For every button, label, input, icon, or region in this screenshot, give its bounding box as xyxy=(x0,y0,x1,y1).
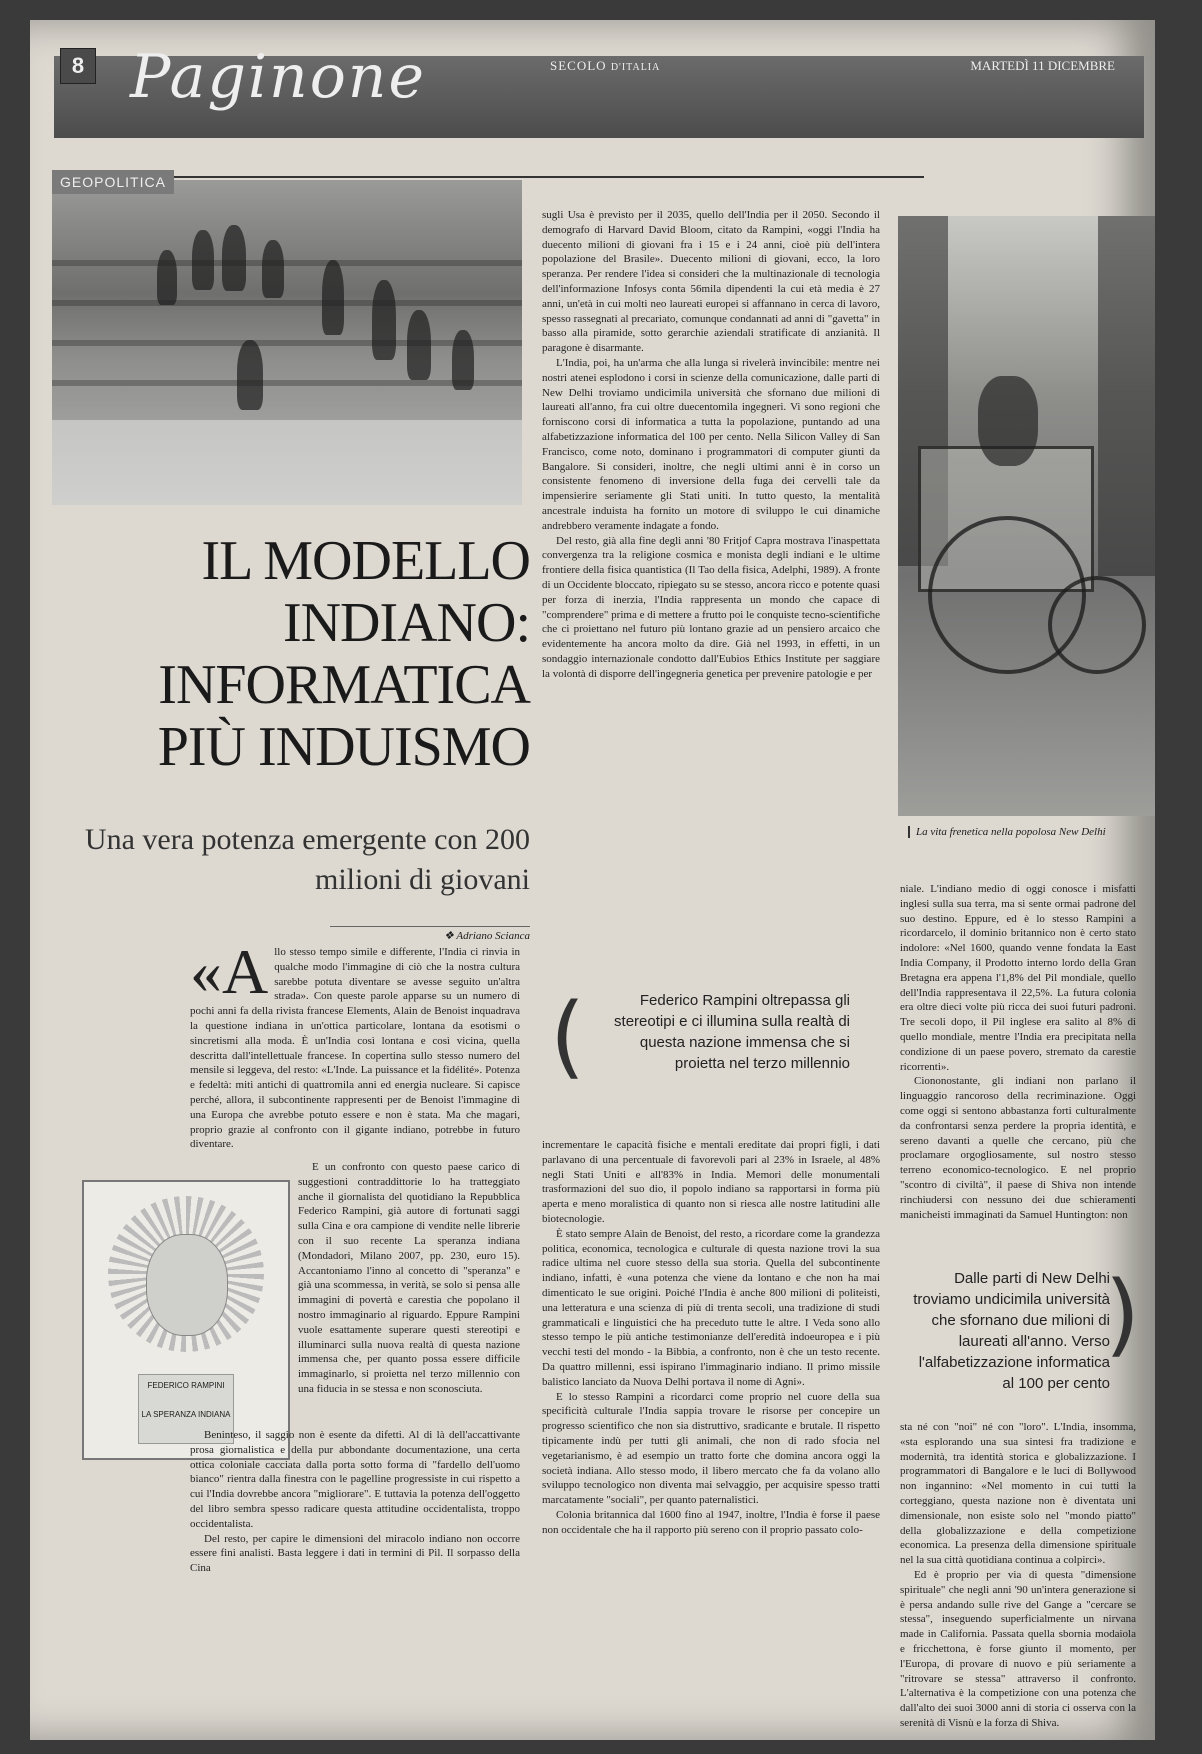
headline: IL MODELLO INDIANO: INFORMATICA PIÙ INDUISMO xyxy=(157,530,530,778)
paragraph: niale. L'indiano medio di oggi conosce i misfatti inglesi sulla sua terra, ma si sente ormai padrone del suo destino. Eppure, ed è lo stesso Rampini a ricordarcelo, il dominio britannico non è certo stato indolore: «Nel 1600, quando venne fondata la East India Company, il Prodotto interno lordo della Gran Bretagna era appena l'1,8% del Pil mondiale, quello dell'India rappresentava il 22,5%. La futura colonia era oltre dieci volte più ricca dei suoi futuri padroni. Tre secoli dopo, il Pil inglese era salito al 8% di quello mondiale, mentre l'India era precipitata nella condizione di un paese povero, stremato da carestie ricorrenti». xyxy=(900,883,1136,1073)
article-column-3-top xyxy=(900,882,1136,1262)
photo-caption: La vita frenetica nella popolosa New Delhi xyxy=(908,826,1155,838)
paragraph: Ed è proprio per via di questa "dimensione spirituale" che negli anni '90 un'intera generazione si è persa andando sulle rive del Gange a "cercare se stessa", inseguendo superficialmente un nirvana made in California. Passata quella sbornia modaiola e fricchettona, è forse giunto il momento, per l'Europa, di provare di nuovo e più seriamente a "ritrovare se stessa" attraverso il confronto. L'alternativa è la competizione con una potenza che dall'alto dei suoi 3000 anni di storia ci osserva con la serenità di Visnù e la forza di Shiva. xyxy=(900,1568,1136,1729)
pullquote-brace: ) xyxy=(1104,1262,1140,1367)
paragraph: Del resto, per capire le dimensioni del miracolo indiano non occorre essere fini analisti. Basta leggere i dati in termini di Pil. Il sorpasso della Cina xyxy=(190,1532,520,1575)
paragraph: Beninteso, il saggio non è esente da difetti. Al di là dell'accattivante prosa giornalistica e della pur abbondante documentazione, una certa ottica coloniale cacciata dalla porta sotto forma di "fardello dell'uomo bianco" rientra dalla finestra con le pagelline progressiste in cui rispetto a cui l'India dovrebbe ancora "migliorare". E tuttavia la potenza dell'oggetto del libro sembra spesso radicare questa attitudine occidentalista, troppo occidentalista. xyxy=(190,1429,520,1530)
byline-author: Adriano Scianca xyxy=(456,930,530,942)
paragraph: E un confronto con questo paese carico di suggestioni contraddittorie lo ha tratteggiato anche il giornalista del quotidiano la Repubblica Federico Rampini, già autore di fortunati saggi sulla Cina e ora campione di vendite nelle librerie con il suo recente La speranza indiana (Mondadori, Milano 2007, pp. 230, euro 15). Accantoniamo l'inno al concetto di "speranza" e già una scommessa, in verità, se solo si pensa alle immagini di povertà e carestia che popolano il nostro immaginario al riguardo. Eppure Rampini vuole esattamente superare questi stereotipi e illuminarci sulla nuova realtà di questa nazione immensa che, per quanto possa essere difficile immaginarlo, si proietta nel terzo millennio con una fiducia in se stessa e non sconosciuta. xyxy=(298,1161,520,1395)
subheadline: Una vera potenza emergente con 200 milioni di giovani xyxy=(84,823,530,896)
paragraph: È stato sempre Alain de Benoist, del resto, a ricordare come la grandezza politica, economica, tecnologica e culturale di questa nazione trovi la sua radice ultima nel cuore stesso della sua storia. Quella del subcontinente indiano, infatti, è «una potenza che viene da lontano e che non ha mai dimenticato le sue origini. Poiché l'India è anche 800 milioni di politeisti, una letteratura e una scienza di più di trenta secoli, una tradizione di studi grammaticali e linguistici che ha preceduto tutte le altre. I Veda sono allo stesso tempo le più antiche testimonianze dell'eredità indoeuropea e i più vecchi testi del mondo - la Bibbia, a confronto, non è che un testo recente. Da quattro millenni, essi ispirano l'immaginario indiano. Il primo missile balistico lanciato da Nuova Delhi portava il nome di Agni». xyxy=(542,1227,880,1388)
article-column-2-top xyxy=(542,208,880,978)
article-column-1-top xyxy=(190,945,520,1155)
paragraph: sugli Usa è previsto per il 2035, quello dell'India per il 2050. Secondo il demografo di Harvard David Bloom, citato da Rampini, «oggi l'India ha duecento milioni di giovani fra i 15 e i 24 anni, cioè più dell'intera popolazione del Brasile». Duecento milioni di giovani, ecco, la loro speranza. Per rendere l'idea si consideri che la multinazionale di tecnologia dell'informazione Infosys conta 56mila dipendenti la cui età media è 27 anni, un'età in cui molti neo laureati europei si affannano in cerca di lavoro, spesso rassegnati al precariato, comunque condannati ad anni di "gavetta" in basso alla piramide, sotto gerarchie aziendali stratificate di anzianità. Il paragone è disarmante. xyxy=(542,209,880,355)
ganges-photo xyxy=(52,180,522,505)
article-column-1-mid xyxy=(298,1160,520,1425)
paragraph: Colonia britannica dal 1600 fino al 1947, inoltre, l'India è forse il paese non occidentale che ha il rapporto più sereno con il proprio passato colo- xyxy=(542,1508,880,1536)
paper-name-suffix: D'ITALIA xyxy=(610,62,661,73)
lead-paragraph-text: llo stesso tempo simile e differente, l'India ci rinvia in qualche modo l'immagine di ciò che la nostra cultura sarebbe potuta diventare se avesse seguito un'altra strada». Con queste parole apparse su un numero di pochi anni fa della rivista francese Elements, Alain de Benoist inquadrava la questione indiana in un'ottica particolare, lontana da esotismi o sincretismi alla moda. È un'India così lontana e così vicina, quella descritta dall'intellettuale francese. In copertina sullo stesso numero del mensile si leggeva, del resto: «L'Inde. La puissance et la fidélité». Potenza e fedeltà: miti antichi di quattromila anni ed energia nucleare. Si capisce perché, allora, il subcontinente rappresenti per de Benoist l'immagine di una Europa che avrebbe potuto essere e non è stata. Ma che magari, proprio grazie al confronto con il gigante indiano, potrebbe in futuro diventare. xyxy=(190,946,520,1151)
book-author: FEDERICO RAMPINI xyxy=(147,1381,225,1390)
paragraph: L'India, poi, ha un'arma che alla lunga si rivelerà invincibile: mentre nei nostri atenei esplodono i corsi in scienze della comunicazione, dalle parti di New Delhi troviamo undicimila università che sfornano due milioni di laureati all'anno, fra cui oltre duecentomila ingegneri. Vi sono regioni che forniscono corsi di informatica a tutta la popolazione, puntando ad una alfabetizzazione informatica del 100 per cento. Nella Silicon Valley di San Francisco, come noto, dominano i programmatori di computer giunti da Bangalore. Si consideri, inoltre, che negli ultimi anni è in corso un consistente fenomeno di inversione della fuga dei cervelli tale da impensierire seriamente gli Stati uniti. In tutto questo, la mentalità ancestrale induista ha fornito un motore di sviluppo le cui dinamiche andrebbero veramente indagate a fondo. xyxy=(542,356,880,532)
lead-paragraph xyxy=(190,945,520,1152)
article-column-3-bottom xyxy=(900,1420,1136,1730)
pullquote-1-text: Federico Rampini oltrepassa gli stereotipi e ci illumina sulla realtà di questa nazione immensa che si proietta nel terzo millennio xyxy=(614,992,850,1072)
book-cover xyxy=(82,1180,290,1460)
book-figure xyxy=(146,1234,228,1336)
pullquote-2 xyxy=(910,1262,1140,1394)
newspaper-page xyxy=(30,20,1155,1740)
book-title: LA SPERANZA INDIANA xyxy=(141,1410,231,1419)
section-tag: GEOPOLITICA xyxy=(52,170,174,194)
rubric-title: Paginone xyxy=(130,42,426,112)
paper-name-main: SECOLO xyxy=(550,58,607,73)
paragraph: sta né con "noi" né con "loro". L'India, insomma, «sta esplorando una sua sintesi fra tradizione e modernità, tra identità storica e globalizzazione. I programmatori di Bangalore e le luci di Bollywood non ingannino: «Nel momento in cui tutti la corteggiano, questa nazione non è diventata uni dimensionale, non esiste solo nel "mondo piatto" della globalizzazione e della competizione economica. La presenza della dimensione spirituale nel la sua città quotidiana continua a colpirci». xyxy=(900,1421,1136,1567)
drop-cap: «A xyxy=(190,945,269,1007)
paper-name xyxy=(550,58,660,74)
byline xyxy=(330,926,530,942)
byline-marker: ❖ xyxy=(443,930,457,942)
new-delhi-photo xyxy=(898,216,1155,816)
paragraph: Del resto, già alla fine degli anni '80 Fritjof Capra mostrava l'inaspettata convergenza tra la religione cosmica e monista degli indiani e le ultime frontiere della fisica quantistica (Il Tao della fisica, Adelphi, 1989). A fronte di un Occidente bloccato, ripiegato su se stesso, ancora ricco e potente quasi per forza di inerzia, l'India rappresenta un mondo che capace di "comprendere" prima e di mettere a frutto poi le conquiste tecno-scientifiche che ci proiettano nel futuro più lontano grazie ad un pensiero arcaico che evidentemente ha ancora molto da dire. Già nel 1993, in effetti, in un sondaggio internazionale condotto dall'Eubios Ethics Institute per saggiare la volontà di disporre dell'ingegneria genetica per prevenire patologie e per xyxy=(542,534,880,680)
pullquote-2-text: Dalle parti di New Delhi troviamo undicimila università che sfornano due milioni di laureati all'anno. Verso l'alfabetizzazione informatica al 100 per cento xyxy=(913,1270,1110,1392)
issue-date: MARTEDÌ 11 DICEMBRE xyxy=(970,58,1115,73)
article-column-2-bottom xyxy=(542,1138,880,1738)
pullquote-brace: ( xyxy=(550,984,586,1089)
paragraph: Ciononostante, gli indiani non parlano il linguaggio rancoroso della recriminazione. Oggi come oggi si sentono abbastanza forti culturalmente da confrontarsi senza perdere la propria identità, e sereno davanti a quelle che cercano, più che proclamare orgogliosamente, sul nostro stesso terreno economico-tecnologico. E nel proprio "scontro di civiltà", il paese di Shiva non intende rinchiudersi con nessuno dei due schieramenti manicheisti immaginati da Samuel Huntington: non xyxy=(900,1075,1136,1221)
paragraph: E lo stesso Rampini a ricordarci come proprio nel cuore della sua specificità culturale l'India sappia trovare le risorse per concepire un progresso scientifico che non sia distruttivo, sradicante e brutale. Il rispetto tipicamente indù per tutti gli animali, che non di rado sfocia nel vegetarianismo, è ad esempio un tratto forte che domina ancora oggi la società indiana. Allo stesso modo, il libero mercato che fa da volano allo sviluppo tecnologico non diventa mai selvaggio, per acquisire spesso tratti marcatamente "sociali", per quanto paternalistici. xyxy=(542,1390,880,1507)
top-rule xyxy=(54,176,924,178)
page-number: 8 xyxy=(60,48,96,84)
paragraph: incrementare le capacità fisiche e mentali ereditate dai propri figli, i dati parlavano di una percentuale di favorevoli pari al 23% in Israele, al 48% negli Stati Uniti e all'83% in India. Memori delle monumentali trasformazioni del suo dio, il popolo indiano sa rapportarsi in forma più aperta e meno moralistica di quanto non si riesca alle nostre latitudini alle biotecnologie. xyxy=(542,1139,880,1225)
article-column-1-bottom xyxy=(190,1428,520,1728)
pullquote-1 xyxy=(550,984,850,1089)
